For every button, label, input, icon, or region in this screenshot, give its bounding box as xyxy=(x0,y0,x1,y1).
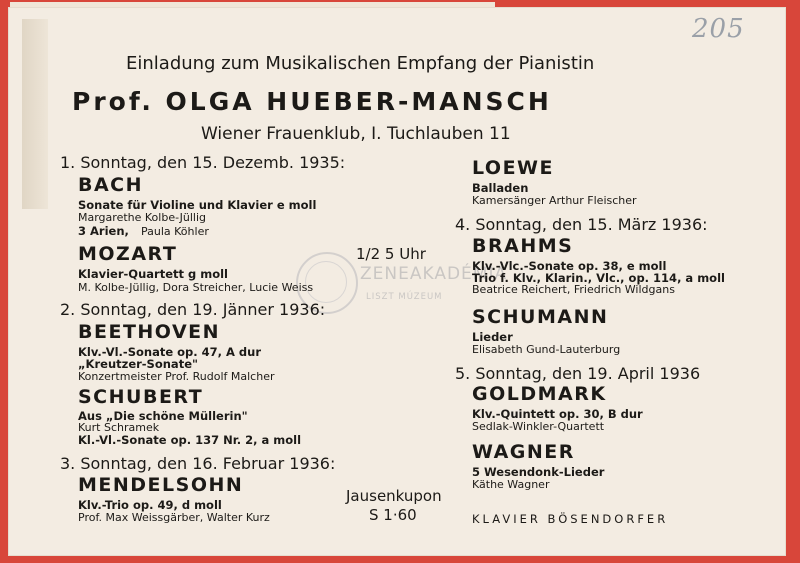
date-1: 1. Sonntag, den 15. Dezemb. 1935: xyxy=(60,153,346,172)
composer-brahms: BRAHMS xyxy=(472,235,574,257)
pencil-number: 205 xyxy=(692,14,745,44)
bach-arien: 3 Arien, xyxy=(78,224,129,238)
brahms-work-1: Klv.-Vlc.-Sonate op. 38, e moll xyxy=(472,259,667,273)
brahms-work-2: Trio f. Klv., Klarin., Vlc., op. 114, a moll xyxy=(472,271,725,285)
start-time: 1/2 5 Uhr xyxy=(356,245,426,263)
bach-performer: Margarethe Kolbe-Jüllig xyxy=(78,211,207,224)
beethoven-work-2: „Kreutzer-Sonate" xyxy=(78,357,198,371)
schumann-work: Lieder xyxy=(472,330,513,344)
stamp-sub: LISZT MÚZEUM xyxy=(366,292,443,302)
mendelssohn-performers: Prof. Max Weissgärber, Walter Kurz xyxy=(78,511,270,524)
beethoven-performer: Konzertmeister Prof. Rudolf Malcher xyxy=(78,370,275,383)
composer-schubert: SCHUBERT xyxy=(78,386,204,408)
loewe-work: Balladen xyxy=(472,181,529,195)
brahms-performers: Beatrice Reichert, Friedrich Wildgans xyxy=(472,283,675,296)
mendelssohn-work: Klv.-Trio op. 49, d moll xyxy=(78,498,222,512)
beethoven-work-1: Klv.-Vl.-Sonate op. 47, A dur xyxy=(78,345,262,359)
composer-loewe: LOEWE xyxy=(472,157,554,179)
composer-mozart: MOZART xyxy=(78,243,178,265)
composer-mendelssohn: MENDELSOHN xyxy=(78,474,244,496)
header-pianist-name: Prof. OLGA HUEBER-MANSCH xyxy=(72,87,552,116)
bach-work: Sonate für Violine und Klavier e moll xyxy=(78,198,317,212)
mozart-work: Klavier-Quartett g moll xyxy=(78,267,228,281)
date-3: 3. Sonntag, den 16. Februar 1936: xyxy=(60,454,336,473)
composer-bach: BACH xyxy=(78,174,144,196)
piano-maker-footer: KLAVIER BÖSENDORFER xyxy=(472,512,669,526)
composer-wagner: WAGNER xyxy=(472,441,575,463)
date-2: 2. Sonntag, den 19. Jänner 1936: xyxy=(60,300,326,319)
goldmark-work: Klv.-Quintett op. 30, B dur xyxy=(472,407,643,421)
schubert-performer: Kurt Schramek xyxy=(78,421,160,434)
header-line-1: Einladung zum Musikalischen Empfang der Pianistin xyxy=(126,53,595,74)
composer-beethoven: BEETHOVEN xyxy=(78,321,221,343)
stamp-name: ZENEAKADÉMIA xyxy=(360,264,508,284)
bach-arien-performer: Paula Köhler xyxy=(141,225,209,238)
wagner-work: 5 Wesendonk-Lieder xyxy=(472,465,605,479)
date-4: 4. Sonntag, den 15. März 1936: xyxy=(455,215,708,234)
torn-edge xyxy=(22,19,48,209)
schubert-work-2: Kl.-Vl.-Sonate op. 137 Nr. 2, a moll xyxy=(78,433,302,447)
header-venue: Wiener Frauenklub, I. Tuchlauben 11 xyxy=(201,124,511,144)
jausenkupon-price: S 1·60 xyxy=(369,506,417,524)
schubert-work-1: Aus „Die schöne Müllerin" xyxy=(78,409,248,423)
mozart-performers: M. Kolbe-Jüllig, Dora Streicher, Lucie Weiss xyxy=(78,281,314,294)
date-5: 5. Sonntag, den 19. April 1936 xyxy=(455,364,701,383)
goldmark-performers: Sedlak-Winkler-Quartett xyxy=(472,420,605,433)
wagner-performer: Käthe Wagner xyxy=(472,478,550,491)
schumann-performer: Elisabeth Gund-Lauterburg xyxy=(472,343,621,356)
loewe-performer: Kamersänger Arthur Fleischer xyxy=(472,194,637,207)
jausenkupon-label: Jausenkupon xyxy=(346,487,442,505)
composer-schumann: SCHUMANN xyxy=(472,306,609,328)
composer-goldmark: GOLDMARK xyxy=(472,383,607,405)
